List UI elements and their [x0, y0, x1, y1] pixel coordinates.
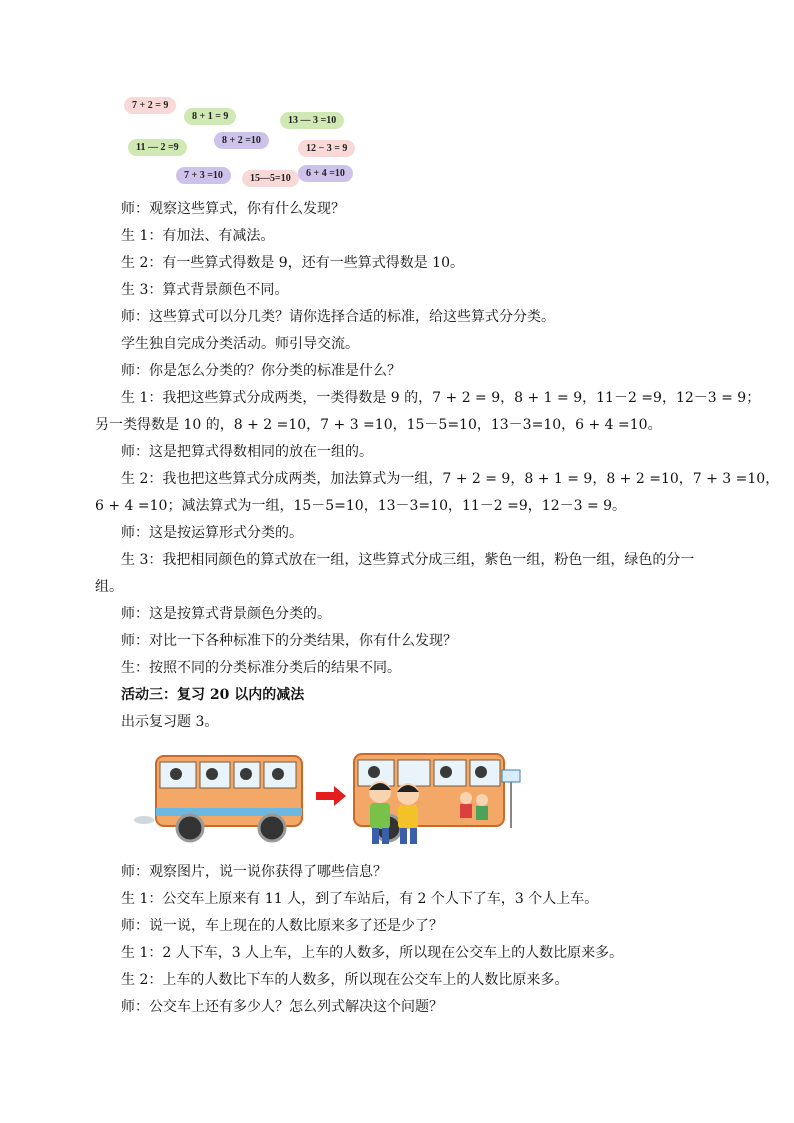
dialogue-line: 生 3：我把相同颜色的算式放在一组，这些算式分成三组，紫色一组，粉色一组，绿色的分一 — [121, 552, 695, 568]
equation-chips — [118, 92, 358, 187]
dialogue-line: 6 + 4 =10；减法算式为一组，15－5=10，13－3=10，11－2 =9，12－3 = 9。 — [95, 498, 627, 514]
dialogue-line: 生 2：上车的人数比下车的人数多，所以现在公交车上的人数比原来多。 — [121, 972, 569, 988]
dialogue-line: 生：按照不同的分类标准分类后的结果不同。 — [121, 660, 401, 676]
dialogue-line: 生 2：我也把这些算式分成两类，加法算式为一组，7 + 2 = 9，8 + 1 = 9，8 + 2 =10，7 + 3 =10， — [121, 471, 780, 487]
dialogue-line: 生 1：有加法、有减法。 — [121, 228, 275, 244]
equation-chip: 13 — 3 =10 — [280, 112, 344, 129]
bus-illustration — [126, 748, 524, 854]
equation-chip: 11 — 2 =9 — [128, 139, 187, 156]
equation-chip: 12 − 3 = 9 — [298, 140, 355, 157]
dialogue-line: 师：这些算式可以分几类？请你选择合适的标准，给这些算式分分类。 — [121, 309, 555, 325]
dialogue-line: 生 1：公交车上原来有 11 人，到了车站后，有 2 个人下了车，3 个人上车。 — [121, 891, 599, 907]
bus-scene-image — [126, 748, 524, 854]
dialogue-line: 生 1：2 人下车，3 人上车，上车的人数多，所以现在公交车上的人数比原来多。 — [121, 945, 624, 961]
dialogue-line: 师：这是按运算形式分类的。 — [121, 525, 303, 541]
dialogue-line: 师：你是怎么分类的？你分类的标准是什么？ — [121, 363, 401, 379]
equation-chip: 7 + 2 = 9 — [124, 97, 176, 114]
dialogue-line: 生 3：算式背景颜色不同。 — [121, 282, 289, 298]
equation-chip: 7 + 3 =10 — [176, 167, 231, 184]
dialogue-line: 师：公交车上还有多少人？怎么列式解决这个问题？ — [121, 999, 443, 1015]
dialogue-line: 生 2：有一些算式得数是 9，还有一些算式得数是 10。 — [121, 255, 464, 271]
dialogue-line: 组。 — [95, 579, 123, 595]
dialogue-line: 另一类得数是 10 的，8 + 2 =10，7 + 3 =10，15－5=10，13－3=10，6 + 4 =10。 — [95, 417, 662, 433]
dialogue-line: 生 1：我把这些算式分成两类，一类得数是 9 的，7 + 2 = 9，8 + 1 = 9，11－2 =9，12－3 = 9； — [121, 390, 761, 406]
dialogue-line: 学生独自完成分类活动。师引导交流。 — [121, 336, 359, 352]
dialogue-line: 师：观察这些算式，你有什么发现？ — [121, 201, 345, 217]
dialogue-line: 师：这是按算式背景颜色分类的。 — [121, 606, 331, 622]
dialogue-line: 师：说一说，车上现在的人数比原来多了还是少了？ — [121, 918, 443, 934]
equation-chip: 6 + 4 =10 — [298, 165, 353, 182]
equation-chip: 15—5=10 — [242, 170, 299, 187]
section-heading: 活动三：复习 20 以内的减法 — [121, 687, 305, 703]
dialogue-line: 师：这是把算式得数相同的放在一组的。 — [121, 444, 373, 460]
dialogue-line: 师：对比一下各种标准下的分类结果，你有什么发现？ — [121, 633, 457, 649]
dialogue-line: 出示复习题 3。 — [121, 714, 219, 730]
dialogue-line: 师：观察图片，说一说你获得了哪些信息？ — [121, 864, 387, 880]
equation-chip: 8 + 1 = 9 — [184, 108, 236, 125]
equation-chip: 8 + 2 =10 — [214, 132, 269, 149]
